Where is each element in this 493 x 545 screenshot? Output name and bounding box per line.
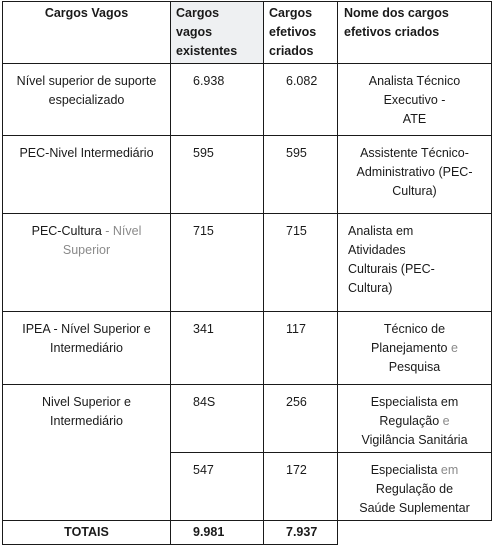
totals-label: TOTAIS (3, 521, 171, 545)
criados-cell: 172 (264, 453, 338, 521)
criados-cell: 6.082 (264, 64, 338, 136)
criados-cell: 117 (264, 312, 338, 385)
vagos-cell: 595 (171, 136, 264, 214)
totals-row (3, 521, 492, 545)
nome-cell: Assistente Técnico- Administrativo (PEC- Cultura) (338, 136, 492, 214)
nome-cell: Analista Técnico Executivo - ATE (338, 64, 492, 136)
table-row (3, 312, 492, 385)
cargo-cell: Nível superior de suporte especializado (3, 64, 171, 136)
table-row (3, 214, 492, 312)
table-row (3, 136, 492, 214)
header-cargos-vagos-existentes: Cargos vagos existentes (171, 2, 264, 64)
nome-cell: Especialista em Regulação e Vigilância Sanitária (338, 385, 492, 453)
nome-cell: Analista em Atividades Culturais (PEC- Cultura) (338, 214, 492, 312)
vagos-cell: 84S (171, 385, 264, 453)
table-row (3, 64, 492, 136)
header-cargos-vagos: Cargos Vagos (3, 2, 171, 64)
totals-empty (338, 521, 492, 545)
nome-cell: Especialista em Regulação de Saúde Suplementar (338, 453, 492, 521)
criados-cell: 595 (264, 136, 338, 214)
header-nome-cargos: Nome dos cargos efetivos criados (338, 2, 492, 64)
cargo-cell: IPEA - Nível Superior e Intermediário (3, 312, 171, 385)
cargos-table (2, 1, 492, 545)
nome-cell: Técnico de Planejamento e Pesquisa (338, 312, 492, 385)
table-row (3, 385, 492, 453)
vagos-cell: 547 (171, 453, 264, 521)
totals-criados: 7.937 (264, 521, 338, 545)
header-row (3, 2, 492, 64)
criados-cell: 715 (264, 214, 338, 312)
vagos-cell: 6.938 (171, 64, 264, 136)
cargo-cell: PEC-Nivel Intermediário (3, 136, 171, 214)
totals-vagos: 9.981 (171, 521, 264, 545)
vagos-cell: 715 (171, 214, 264, 312)
criados-cell: 256 (264, 385, 338, 453)
header-cargos-efetivos-criados: Cargos efetivos criados (264, 2, 338, 64)
vagos-cell: 341 (171, 312, 264, 385)
cargo-cell: PEC-Cultura - Nível Superior (3, 214, 171, 312)
cargo-cell: Nivel Superior e Intermediário (3, 385, 171, 521)
